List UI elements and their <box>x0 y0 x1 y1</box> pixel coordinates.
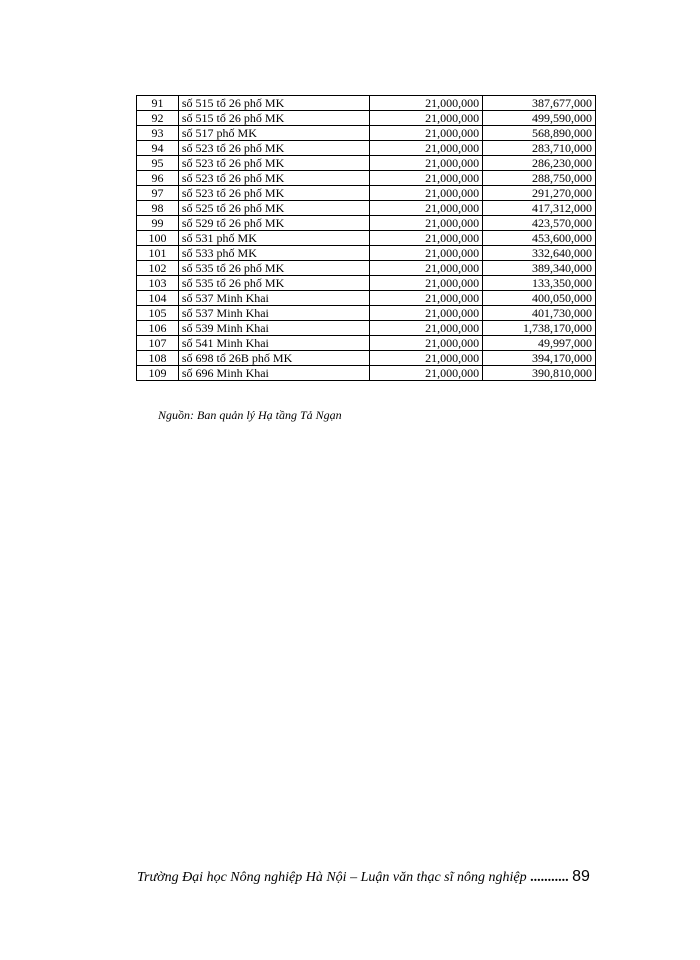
total-value-cell: 568,890,000 <box>483 126 596 141</box>
table-row <box>137 261 596 276</box>
row-number-cell: 96 <box>137 171 179 186</box>
address-cell: số 515 tổ 26 phố MK <box>178 111 370 126</box>
address-cell: số 698 tổ 26B phố MK <box>178 351 370 366</box>
unit-price-cell: 21,000,000 <box>370 126 483 141</box>
address-cell: số 696 Minh Khai <box>178 366 370 381</box>
total-value-cell: 400,050,000 <box>483 291 596 306</box>
table-body <box>137 96 596 381</box>
source-note: Nguồn: Ban quản lý Hạ tầng Tả Ngạn <box>158 408 342 422</box>
table-row <box>137 306 596 321</box>
unit-price-cell: 21,000,000 <box>370 351 483 366</box>
address-cell: số 535 tổ 26 phố MK <box>178 261 370 276</box>
row-number-cell: 92 <box>137 111 179 126</box>
row-number-cell: 108 <box>137 351 179 366</box>
unit-price-cell: 21,000,000 <box>370 171 483 186</box>
total-value-cell: 133,350,000 <box>483 276 596 291</box>
unit-price-cell: 21,000,000 <box>370 201 483 216</box>
address-cell: số 525 tổ 26 phố MK <box>178 201 370 216</box>
row-number-cell: 93 <box>137 126 179 141</box>
table-row <box>137 231 596 246</box>
table-row <box>137 111 596 126</box>
total-value-cell: 394,170,000 <box>483 351 596 366</box>
total-value-cell: 453,600,000 <box>483 231 596 246</box>
address-cell: số 523 tổ 26 phố MK <box>178 156 370 171</box>
page-number: 89 <box>572 868 590 885</box>
address-cell: số 541 Minh Khai <box>178 336 370 351</box>
property-price-table <box>136 95 596 381</box>
total-value-cell: 286,230,000 <box>483 156 596 171</box>
table-row <box>137 126 596 141</box>
row-number-cell: 109 <box>137 366 179 381</box>
address-cell: số 523 tổ 26 phố MK <box>178 171 370 186</box>
address-cell: số 533 phố MK <box>178 246 370 261</box>
total-value-cell: 417,312,000 <box>483 201 596 216</box>
table-row <box>137 156 596 171</box>
row-number-cell: 106 <box>137 321 179 336</box>
unit-price-cell: 21,000,000 <box>370 231 483 246</box>
page-footer <box>137 868 590 886</box>
total-value-cell: 499,590,000 <box>483 111 596 126</box>
unit-price-cell: 21,000,000 <box>370 96 483 111</box>
row-number-cell: 97 <box>137 186 179 201</box>
unit-price-cell: 21,000,000 <box>370 291 483 306</box>
address-cell: số 523 tổ 26 phố MK <box>178 186 370 201</box>
address-cell: số 515 tổ 26 phố MK <box>178 96 370 111</box>
total-value-cell: 283,710,000 <box>483 141 596 156</box>
unit-price-cell: 21,000,000 <box>370 321 483 336</box>
table-row <box>137 351 596 366</box>
unit-price-cell: 21,000,000 <box>370 336 483 351</box>
unit-price-cell: 21,000,000 <box>370 216 483 231</box>
unit-price-cell: 21,000,000 <box>370 276 483 291</box>
total-value-cell: 332,640,000 <box>483 246 596 261</box>
row-number-cell: 99 <box>137 216 179 231</box>
table-row <box>137 291 596 306</box>
total-value-cell: 1,738,170,000 <box>483 321 596 336</box>
row-number-cell: 95 <box>137 156 179 171</box>
address-cell: số 517 phố MK <box>178 126 370 141</box>
row-number-cell: 102 <box>137 261 179 276</box>
row-number-cell: 104 <box>137 291 179 306</box>
row-number-cell: 105 <box>137 306 179 321</box>
table-row <box>137 366 596 381</box>
row-number-cell: 91 <box>137 96 179 111</box>
address-cell: số 539 Minh Khai <box>178 321 370 336</box>
address-cell: số 535 tổ 26 phố MK <box>178 276 370 291</box>
table-row <box>137 216 596 231</box>
unit-price-cell: 21,000,000 <box>370 156 483 171</box>
total-value-cell: 387,677,000 <box>483 96 596 111</box>
table-row <box>137 201 596 216</box>
total-value-cell: 389,340,000 <box>483 261 596 276</box>
row-number-cell: 103 <box>137 276 179 291</box>
unit-price-cell: 21,000,000 <box>370 366 483 381</box>
total-value-cell: 390,810,000 <box>483 366 596 381</box>
total-value-cell: 49,997,000 <box>483 336 596 351</box>
total-value-cell: 423,570,000 <box>483 216 596 231</box>
table-row <box>137 321 596 336</box>
table-row <box>137 246 596 261</box>
row-number-cell: 107 <box>137 336 179 351</box>
row-number-cell: 94 <box>137 141 179 156</box>
address-cell: số 537 Minh Khai <box>178 306 370 321</box>
unit-price-cell: 21,000,000 <box>370 306 483 321</box>
row-number-cell: 101 <box>137 246 179 261</box>
footer-dots: ........... <box>530 870 569 885</box>
table-row <box>137 96 596 111</box>
table-row <box>137 186 596 201</box>
address-cell: số 531 phố MK <box>178 231 370 246</box>
total-value-cell: 401,730,000 <box>483 306 596 321</box>
unit-price-cell: 21,000,000 <box>370 186 483 201</box>
table-row <box>137 141 596 156</box>
table-row <box>137 336 596 351</box>
table-row <box>137 276 596 291</box>
total-value-cell: 291,270,000 <box>483 186 596 201</box>
table-row <box>137 171 596 186</box>
address-cell: số 529 tổ 26 phố MK <box>178 216 370 231</box>
address-cell: số 537 Minh Khai <box>178 291 370 306</box>
row-number-cell: 100 <box>137 231 179 246</box>
footer-text: Trường Đại học Nông nghiệp Hà Nội – Luận văn thạc sĩ nông nghiệp <box>137 870 527 885</box>
unit-price-cell: 21,000,000 <box>370 246 483 261</box>
unit-price-cell: 21,000,000 <box>370 141 483 156</box>
address-cell: số 523 tổ 26 phố MK <box>178 141 370 156</box>
total-value-cell: 288,750,000 <box>483 171 596 186</box>
row-number-cell: 98 <box>137 201 179 216</box>
unit-price-cell: 21,000,000 <box>370 261 483 276</box>
unit-price-cell: 21,000,000 <box>370 111 483 126</box>
